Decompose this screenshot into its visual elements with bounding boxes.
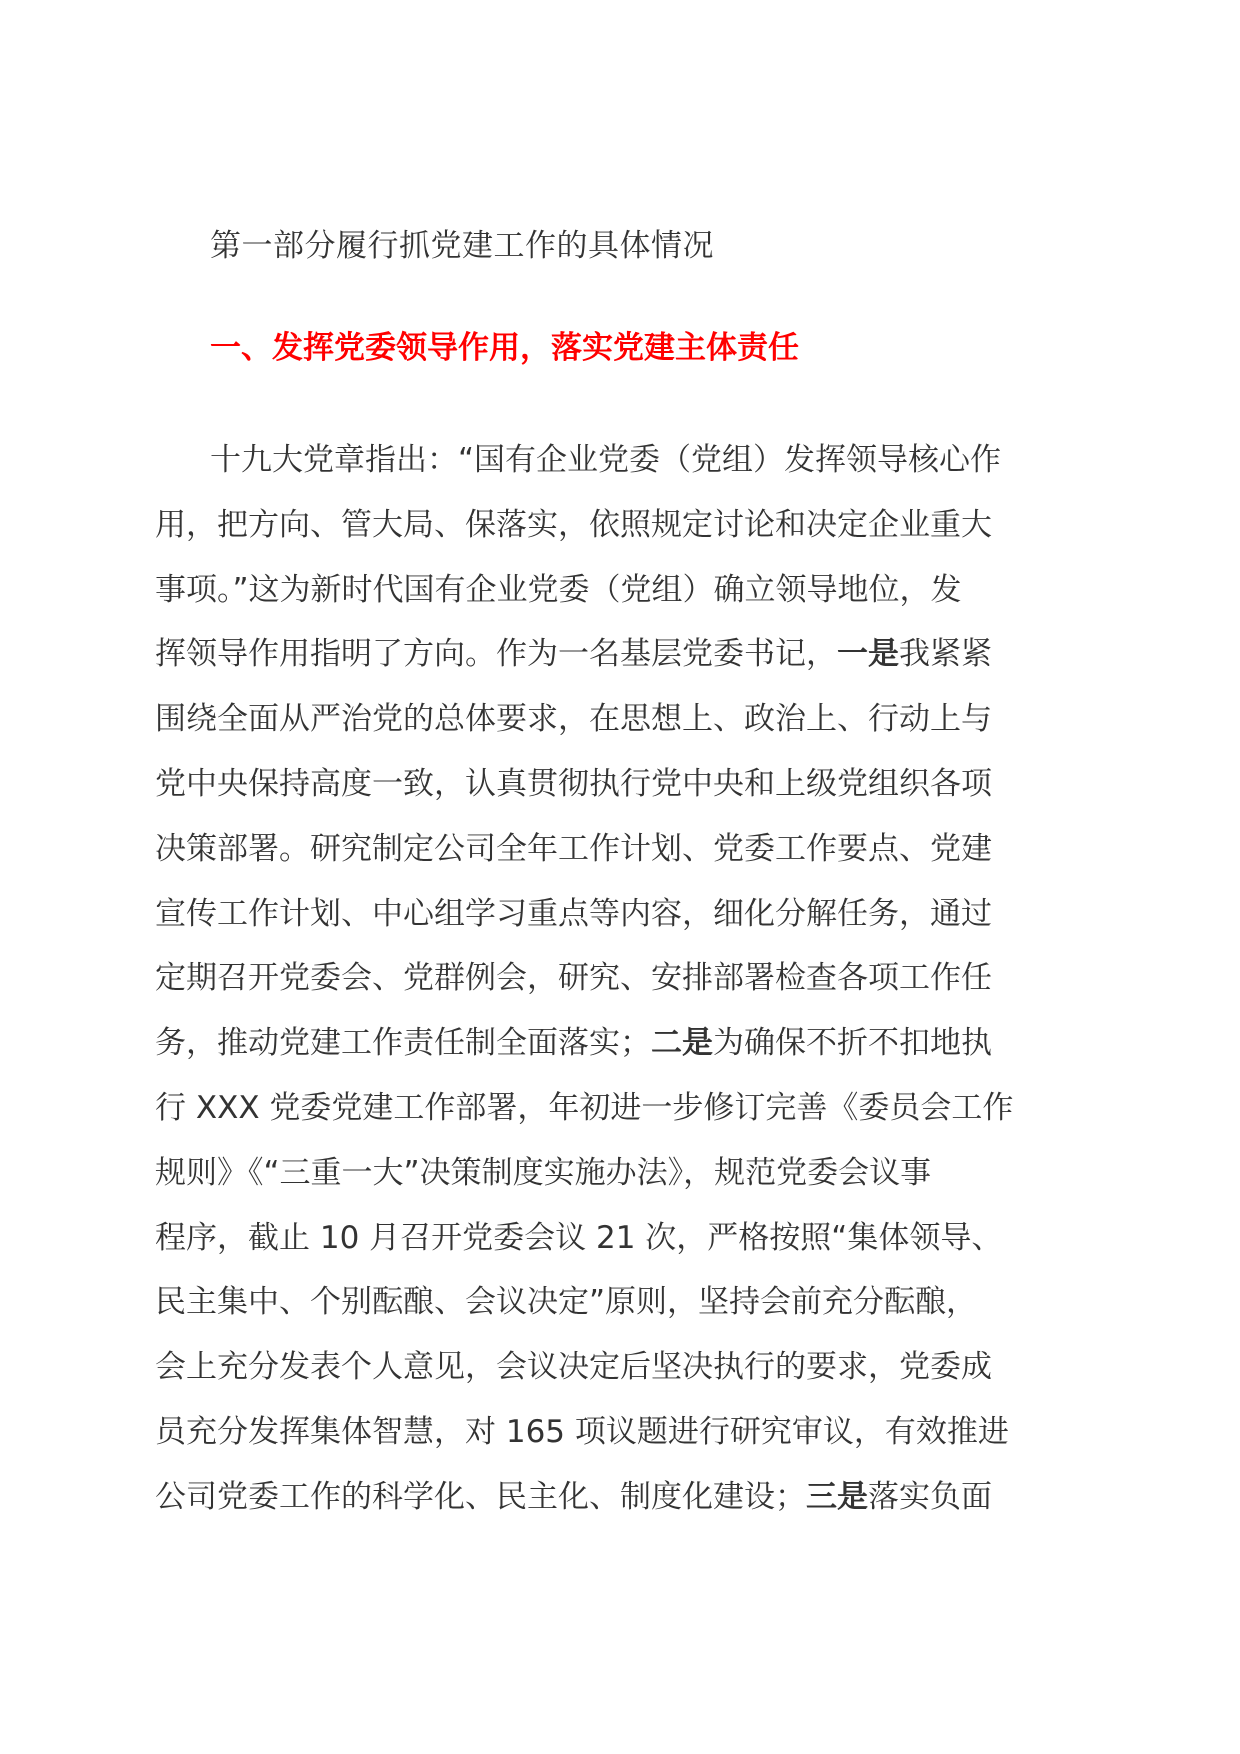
part-title: 第一部分履行抓党建工作的具体情况 xyxy=(210,228,714,264)
emphasis-text: 三是 xyxy=(806,1478,868,1515)
line-text: 员充分发挥集体智慧，对 165 项议题进行研究审议，有效推进 xyxy=(155,1413,1009,1450)
paragraph-line xyxy=(155,1465,1095,1530)
paragraph-line xyxy=(155,1076,1095,1141)
paragraph-line xyxy=(155,1011,1095,1076)
paragraph-line xyxy=(155,687,1095,752)
line-text: 规则》《“三重一大”决策制度实施办法》，规范党委会议事 xyxy=(155,1154,932,1191)
line-text: 宣传工作计划、中心组学习重点等内容，细化分解任务，通过 xyxy=(155,895,992,932)
paragraph-line xyxy=(155,946,1095,1011)
emphasis-text: 一是 xyxy=(837,636,899,673)
line-text: 民主集中、个别酝酿、会议决定”原则，坚持会前充分酝酿， xyxy=(155,1284,978,1321)
paragraph-line xyxy=(155,558,1095,623)
line-text: 为确保不折不扣地执 xyxy=(713,1025,992,1062)
line-text: 程序，截止 10 月召开党委会议 21 次，严格按照“集体领导、 xyxy=(155,1219,1003,1256)
line-text: 十九大党章指出：“国有企业党委（党组）发挥领导核心作 xyxy=(210,442,1002,478)
line-text: 决策部署。研究制定公司全年工作计划、党委工作要点、党建 xyxy=(155,830,992,867)
paragraph-line xyxy=(155,882,1095,947)
emphasis-text: 二是 xyxy=(651,1025,713,1062)
paragraph-line xyxy=(155,1335,1095,1400)
paragraph-line xyxy=(155,428,1095,493)
body-paragraph xyxy=(155,428,1095,1530)
paragraph-line xyxy=(155,1206,1095,1271)
paragraph-line xyxy=(155,493,1095,558)
line-text: 公司党委工作的科学化、民主化、制度化建设； xyxy=(155,1478,806,1515)
paragraph-line xyxy=(155,752,1095,817)
line-text: 用，把方向、管大局、保落实，依照规定讨论和决定企业重大 xyxy=(155,506,992,543)
line-text: 定期召开党委会、党群例会，研究、安排部署检查各项工作任 xyxy=(155,960,992,997)
section-heading: 一、发挥党委领导作用，落实党建主体责任 xyxy=(210,330,799,366)
line-text: 务，推动党建工作责任制全面落实； xyxy=(155,1025,651,1062)
line-text: 行 XXX 党委党建工作部署，年初进一步修订完善《委员会工作 xyxy=(155,1089,1014,1126)
paragraph-line xyxy=(155,622,1095,687)
line-text: 落实负面 xyxy=(868,1478,992,1515)
paragraph-line xyxy=(155,1400,1095,1465)
line-text: 挥领导作用指明了方向。作为一名基层党委书记， xyxy=(155,636,837,673)
paragraph-line xyxy=(155,817,1095,882)
line-text: 党中央保持高度一致，认真贯彻执行党中央和上级党组织各项 xyxy=(155,765,992,802)
line-text: 会上充分发表个人意见，会议决定后坚决执行的要求，党委成 xyxy=(155,1349,992,1386)
line-text: 我紧紧 xyxy=(899,636,992,673)
line-text: 围绕全面从严治党的总体要求，在思想上、政治上、行动上与 xyxy=(155,701,992,738)
paragraph-line xyxy=(155,1270,1095,1335)
line-text: 事项。”这为新时代国有企业党委（党组）确立领导地位，发 xyxy=(155,571,962,608)
paragraph-line xyxy=(155,1141,1095,1206)
